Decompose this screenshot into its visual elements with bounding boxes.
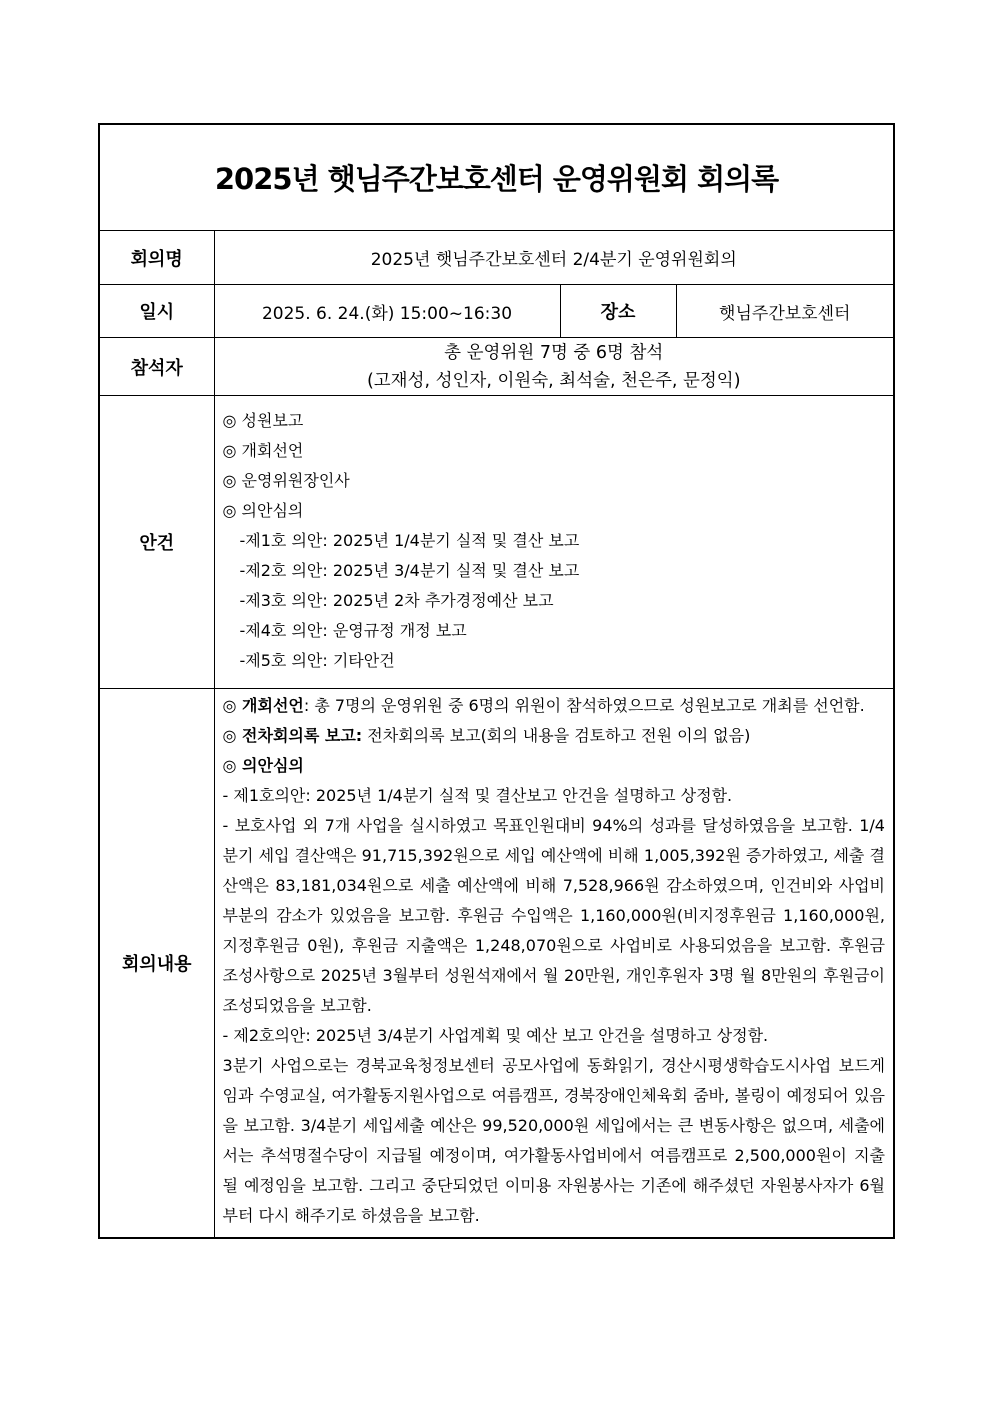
attendees-label: 참석자: [99, 338, 214, 396]
agenda-label: 안건: [99, 396, 214, 689]
item2-body: 3분기 사업으로는 경북교육청정보센터 공모사업에 동화읽기, 경산시평생학습도시사업 보드게임과 수영교실, 여가활동지원사업으로 여름캠프, 경북장애인체육회 줌바, 볼링이 예정되어 있음을 보고함. 3/4분기 세입세출 예산은 99,520,000원 세입에서는 큰 변동사항은 없으며, 세출에서는 추석명절수당이 지급될 예정이며, 여가활동사업비에서 여름캠프로 2,500,000원이 지출될 예정임을 보고함. 그리고 중단되었던 이미용 자원봉사는 기존에 해주셨던 자원봉사자가 6월부터 다시 해주기로 하셨음을 보고함.: [222, 1056, 885, 1225]
place-value: 햇님주간보호센터: [676, 285, 894, 338]
agenda-item: ◎ 운영위원장인사: [222, 471, 350, 490]
opening-heading: ◎ 개회선언: [222, 696, 304, 715]
attendees-names: (고재성, 성인자, 이원숙, 최석술, 천은주, 문정익): [366, 370, 741, 391]
previous-minutes-heading: ◎ 전차회의록 보고:: [222, 726, 363, 745]
title-cell: [99, 124, 894, 231]
opening-paragraph: [223, 691, 886, 721]
meeting-name-label: 회의명: [99, 231, 214, 285]
opening-text: : 총 7명의 운영위원 중 6명의 위원이 참석하였으므로 성원보고로 개최를 선언함.: [303, 696, 865, 715]
document-title: 2025년 햇님주간보호센터 운영위원회 회의록: [214, 162, 779, 196]
agenda-item: ◎ 개회선언: [222, 441, 304, 460]
content-label: 회의내용: [99, 689, 214, 1239]
title-row: [99, 124, 894, 231]
content-row: [99, 689, 894, 1239]
datetime-label: 일시: [99, 285, 214, 338]
agenda-row: [99, 396, 894, 689]
agenda-sub-item: -제3호 의안: 2025년 2차 추가경정예산 보고: [239, 591, 554, 610]
previous-minutes-paragraph: [223, 721, 886, 751]
attendees-row: [99, 338, 894, 396]
meeting-name-row: [99, 231, 894, 285]
attendees-cell: [214, 338, 894, 396]
datetime-value: 2025. 6. 24.(화) 15:00~16:30: [214, 285, 560, 338]
agenda-list: [214, 396, 894, 689]
attendees-summary: 총 운영위원 7명 중 6명 참석: [444, 342, 664, 363]
agenda-sub-item: -제1호 의안: 2025년 1/4분기 실적 및 결산 보고: [239, 531, 580, 550]
datetime-row: [99, 285, 894, 338]
agenda-sub-item: -제2호 의안: 2025년 3/4분기 실적 및 결산 보고: [239, 561, 580, 580]
previous-minutes-text: 전차회의록 보고(회의 내용을 검토하고 전원 이의 없음): [362, 726, 751, 745]
agenda-sub-item: -제4호 의안: 운영규정 개정 보고: [239, 621, 467, 640]
meeting-name-value: 2025년 햇님주간보호센터 2/4분기 운영위원회의: [214, 231, 894, 285]
agenda-sub-item: -제5호 의안: 기타안건: [239, 651, 395, 670]
item1-intro: - 제1호의안: 2025년 1/4분기 실적 및 결산보고 안건을 설명하고 상정함.: [222, 786, 733, 805]
place-label: 장소: [560, 285, 676, 338]
item2-intro: - 제2호의안: 2025년 3/4분기 사업계획 및 예산 보고 안건을 설명하고 상정함.: [222, 1026, 769, 1045]
content-body: [214, 689, 894, 1239]
agenda-item: ◎ 성원보고: [222, 411, 304, 430]
review-heading: ◎ 의안심의: [222, 756, 304, 775]
agenda-item: ◎ 의안심의: [222, 501, 304, 520]
item1-body: - 보호사업 외 7개 사업을 실시하였고 목표인원대비 94%의 성과를 달성하였음을 보고함. 1/4분기 세입 결산액은 91,715,392원으로 세입 예산액에 비해 1,005,392원 증가하였고, 세출 결산액은 83,181,034원으로 세출 예산액에 비해 7,528,966원 감소하였으며, 인건비와 사업비 부분의 감소가 있었음을 보고함. 후원금 수입액은 1,160,000원(비지정후원금 1,160,000원, 지정후원금 0원), 후원금 지출액은 1,248,070원으로 사업비로 사용되었음을 보고함. 후원금 조성사항으로 2025년 3월부터 성원석재에서 월 20만원, 개인후원자 3명 월 8만원의 후원금이 조성되었음을 보고함.: [222, 816, 885, 1015]
minutes-table: [98, 123, 895, 1239]
